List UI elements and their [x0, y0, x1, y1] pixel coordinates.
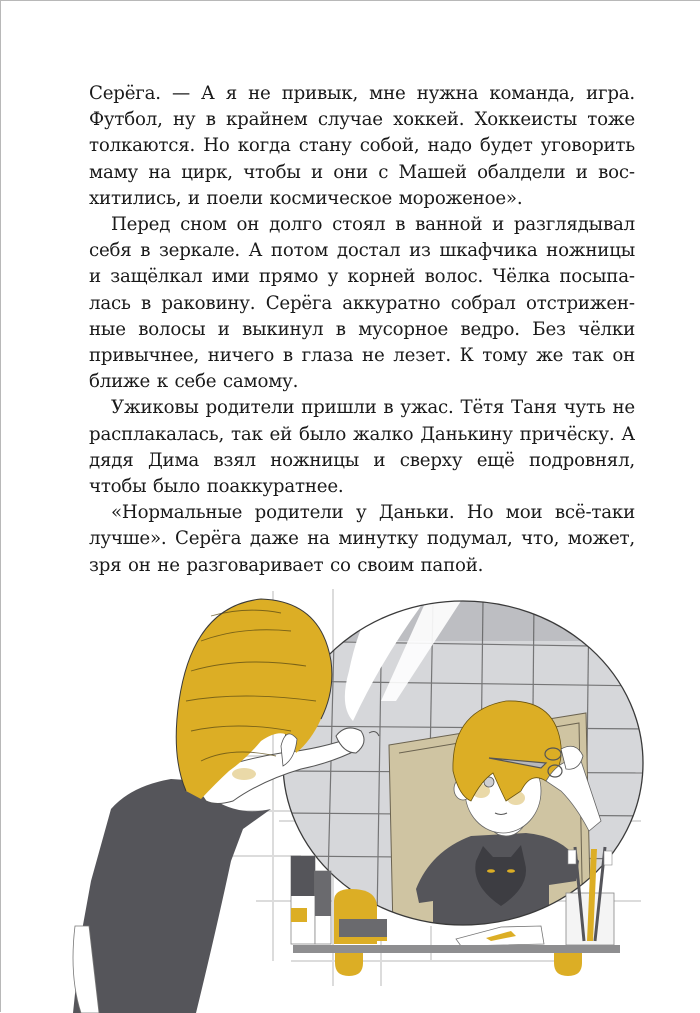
illustration-boy-mirror — [1, 579, 700, 1013]
body-text — [89, 81, 635, 579]
round-mirror — [281, 596, 651, 941]
paragraph: Серёга. — А я не привык, мне нужна команда, игра. Футбол, ну в крайнем случае хоккей. Хоккеисты тоже толкаются. Но когда стану собой, надо будет уговорить маму на цирк, чтобы и они с Машей обалдели и восхитились, и поели космическое мороженое». — [89, 83, 635, 209]
paragraph: Перед сном он долго стоял в ванной и разглядывал себя в зеркале. А потом достал из шкафчика ножницы и защёлкал ими прямо у корней волос. Чёлка посыпалась в раковину. Серёга аккуратно собрал отстриженные волосы и выкинул в мусорное ведро. Без чёлки привычнее, ничего в глаза не лезет. К тому же так он ближе к себе самому. — [89, 214, 635, 393]
paragraph: «Нормальные родители у Даньки. Но мои всё-таки лучше». Серёга даже на минутку подумал, что, может, зря он не разговаривает со своим папой. — [89, 502, 635, 576]
paragraph: Ужиковы родители пришли в ужас. Тётя Таня чуть не расплакалась, так ей было жалко Данькину причёску. А дядя Дима взял ножницы и сверху ещё подровнял, чтобы было поаккуратнее. — [89, 397, 635, 498]
